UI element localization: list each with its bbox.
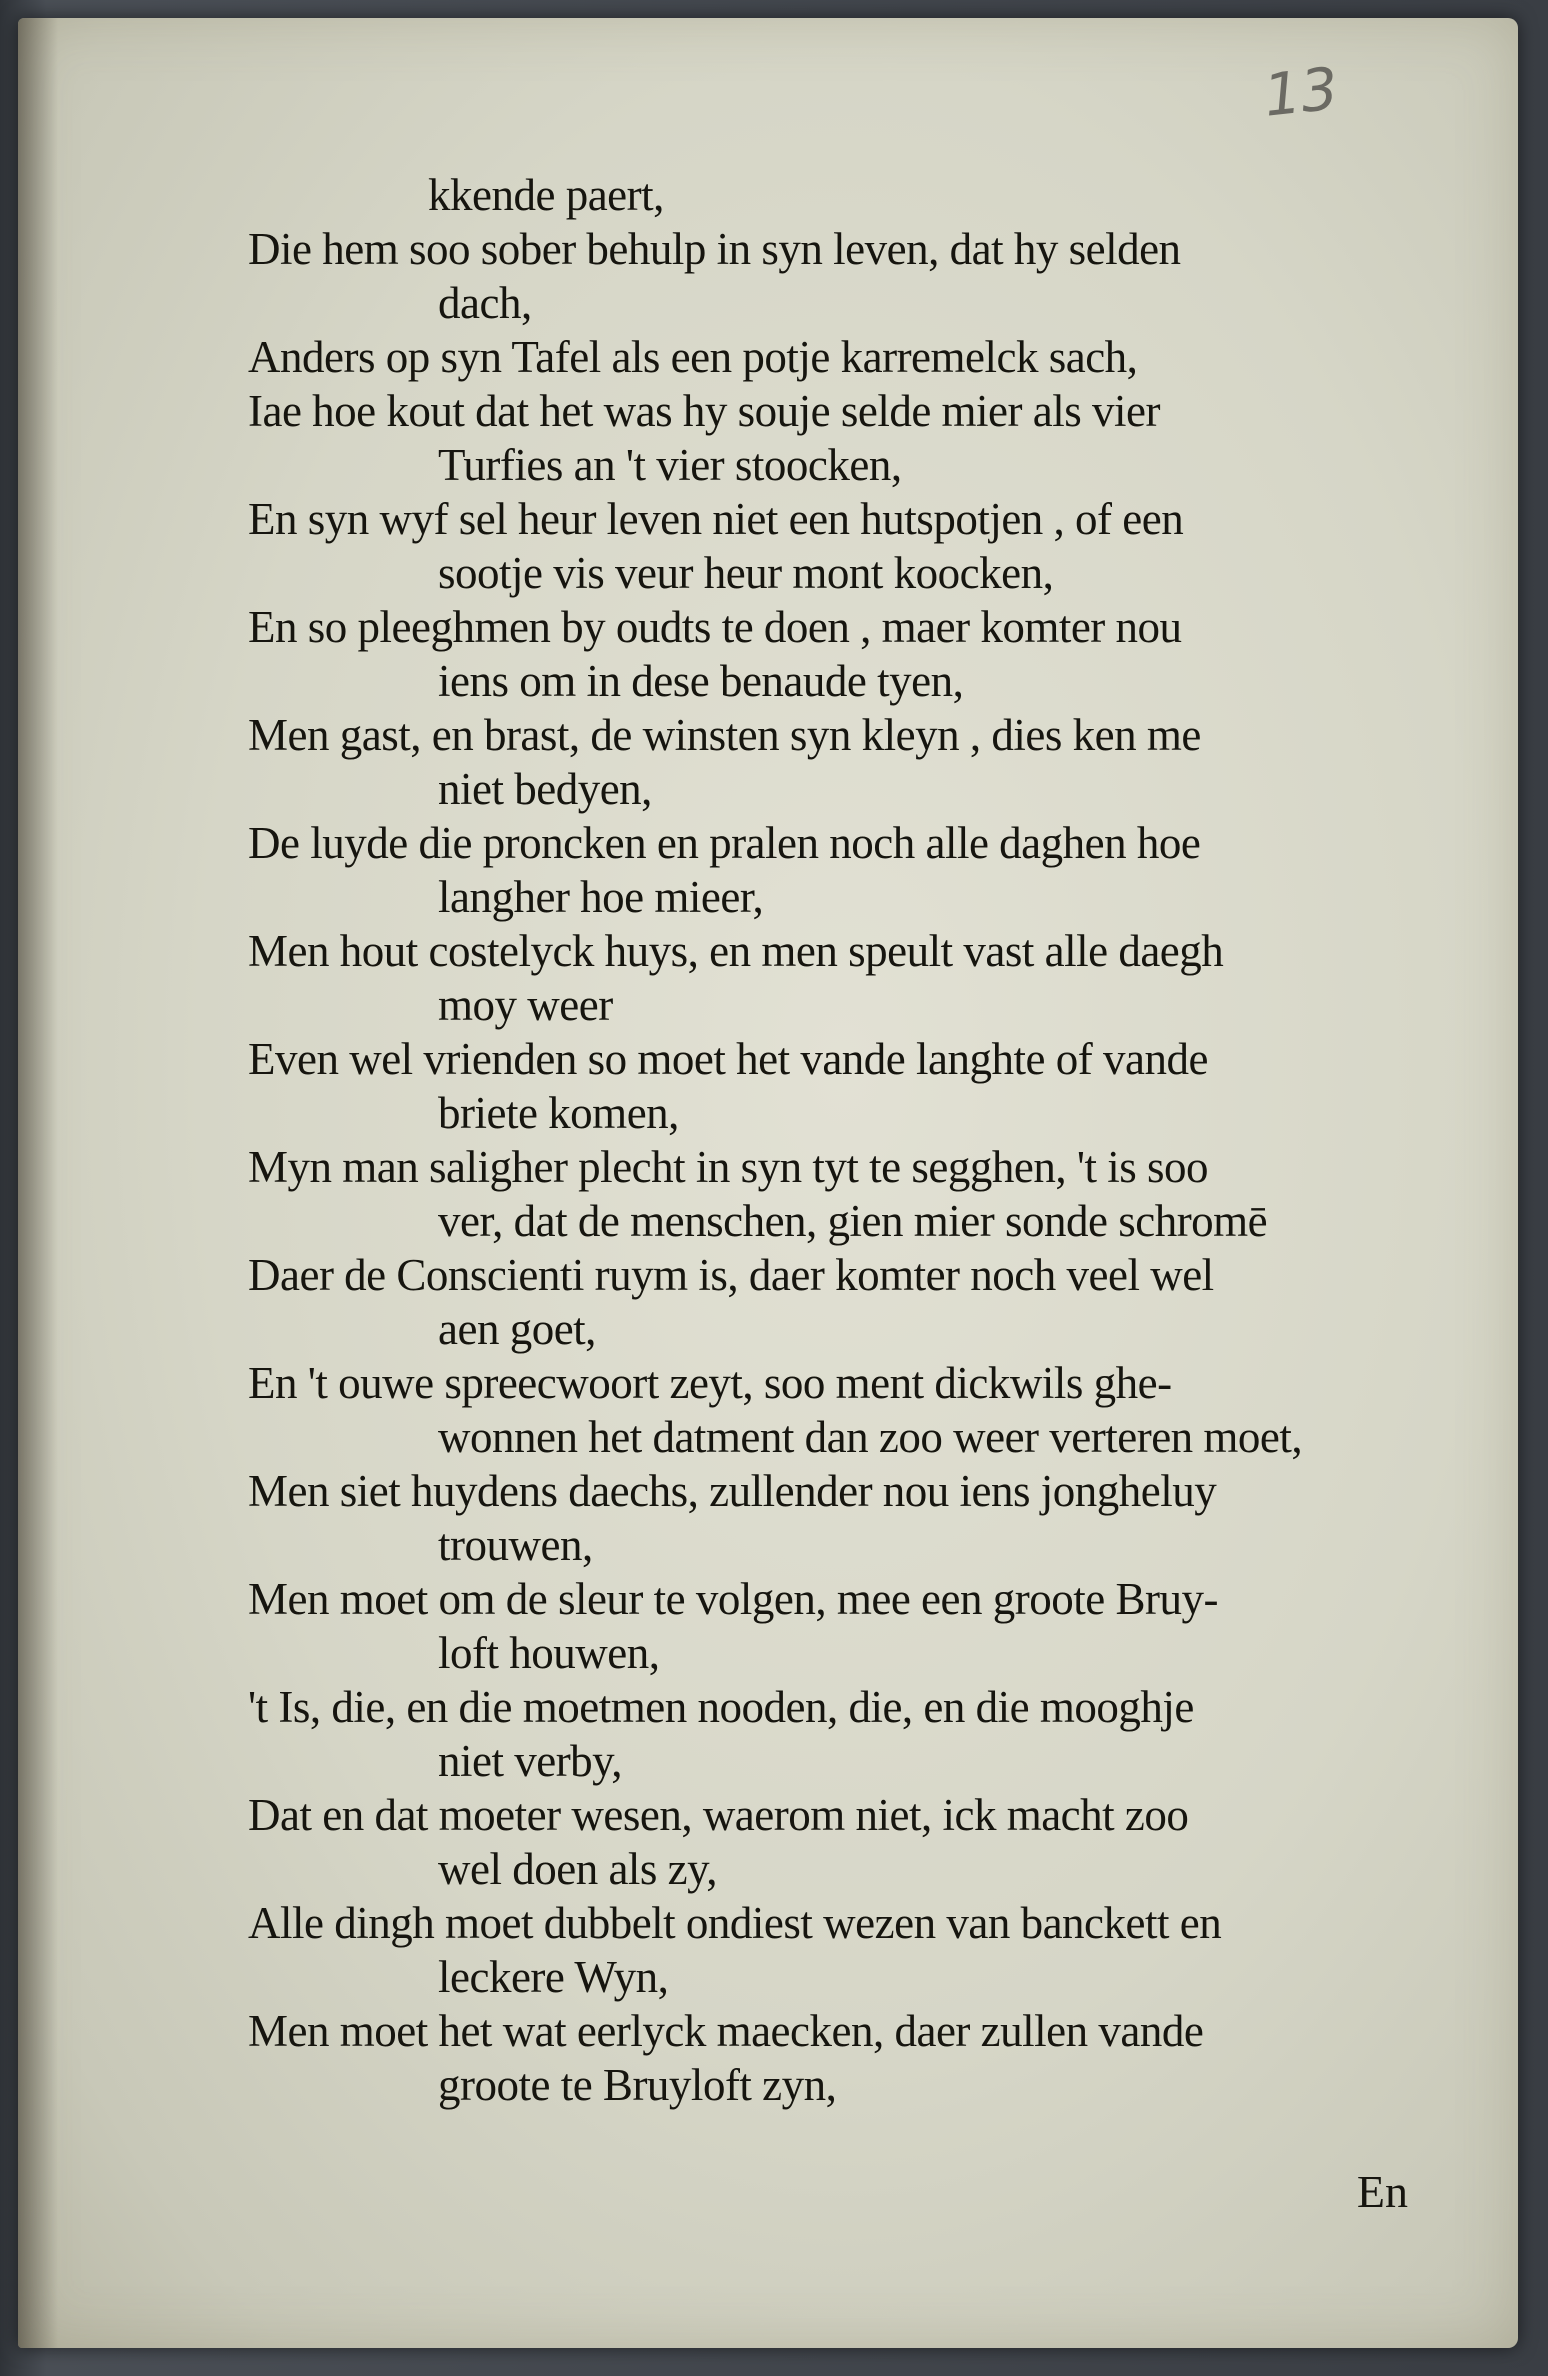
text-line: Men siet huydens daechs, zullender nou iens jongheluy	[248, 1466, 1217, 1516]
text-line: Men hout costelyck huys, en men speult vast alle daegh	[248, 926, 1224, 976]
gutter-shadow	[18, 18, 58, 2348]
text-line: iens om in dese benaude tyen,	[438, 656, 964, 706]
text-line: loft houwen,	[438, 1628, 660, 1678]
text-line: niet bedyen,	[438, 764, 652, 814]
text-line: En 't ouwe spreecwoort zeyt, soo ment dickwils ghe-	[248, 1358, 1172, 1408]
text-line: En syn wyf sel heur leven niet een hutspotjen , of een	[248, 494, 1184, 544]
catchword: En	[1356, 2166, 1408, 2217]
text-line: niet verby,	[438, 1736, 623, 1786]
text-line: langher hoe mieer,	[438, 872, 764, 922]
text-line: Men moet om de sleur te volgen, mee een groote Bruy-	[248, 1574, 1218, 1624]
text-line: Turfies an 't vier stoocken,	[438, 440, 902, 490]
text-line: Men moet het wat eerlyck maecken, daer zullen vande	[248, 2006, 1204, 2056]
folio-number: 13	[1260, 54, 1342, 130]
text-line: briete komen,	[438, 1088, 679, 1138]
text-line: Anders op syn Tafel als een potje karremelck sach,	[248, 332, 1138, 382]
text-line: ver, dat de menschen, gien mier sonde schromē	[438, 1196, 1268, 1246]
text-line: Myn man saligher plecht in syn tyt te segghen, 't is soo	[248, 1142, 1208, 1192]
text-line: De luyde die proncken en pralen noch alle daghen hoe	[248, 818, 1201, 868]
text-line: leckere Wyn,	[438, 1952, 669, 2002]
text-line: sootje vis veur heur mont koocken,	[438, 548, 1054, 598]
page-text	[248, 168, 1458, 2112]
text-line: En so pleeghmen by oudts te doen , maer komter nou	[248, 602, 1182, 652]
text-line: Iae hoe kout dat het was hy souje selde mier als vier	[248, 386, 1160, 436]
text-line: Die hem soo sober behulp in syn leven, dat hy selden	[248, 224, 1181, 274]
book-page	[18, 18, 1518, 2348]
text-line: moy weer	[438, 980, 613, 1030]
text-line: Dat en dat moeter wesen, waerom niet, ick macht zoo	[248, 1790, 1189, 1840]
text-line: Even wel vrienden so moet het vande langhte of vande	[248, 1034, 1208, 1084]
text-line: trouwen,	[438, 1520, 593, 1570]
text-line: Daer de Conscienti ruym is, daer komter noch veel wel	[248, 1250, 1214, 1300]
text-line: wel doen als zy,	[438, 1844, 717, 1894]
text-line: 't Is, die, en die moetmen nooden, die, en die mooghje	[248, 1682, 1194, 1732]
text-line: wonnen het datment dan zoo weer verteren moet,	[438, 1412, 1303, 1462]
text-line: kkende paert,	[428, 170, 664, 220]
text-line: dach,	[438, 278, 532, 328]
text-line: aen goet,	[438, 1304, 596, 1354]
text-line: groote te Bruyloft zyn,	[438, 2060, 837, 2110]
text-line: Men gast, en brast, de winsten syn kleyn , dies ken me	[248, 710, 1201, 760]
text-line: Alle dingh moet dubbelt ondiest wezen van banckett en	[248, 1898, 1222, 1948]
